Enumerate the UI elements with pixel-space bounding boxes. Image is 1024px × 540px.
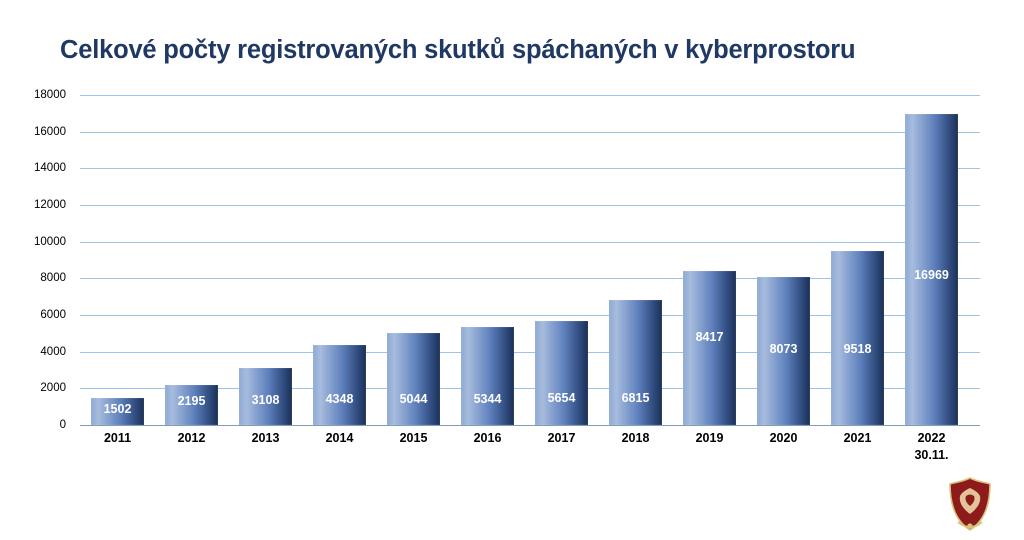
- x-tick-label: [757, 430, 810, 447]
- x-axis-line: [80, 425, 980, 426]
- bar-slot: [461, 95, 514, 425]
- bar-slot: [387, 95, 440, 425]
- bar-value-label: 5344: [473, 392, 502, 406]
- bar-slot: [91, 95, 144, 425]
- bar-slot: [165, 95, 218, 425]
- bar-slot: [683, 95, 736, 425]
- bar[interactable]: [831, 251, 884, 426]
- x-tick-label-text: 2015: [399, 431, 428, 445]
- bar[interactable]: [683, 271, 736, 425]
- bar-slot: [609, 95, 662, 425]
- y-tick-label: 12000: [34, 199, 66, 211]
- x-tick-label-text: 2020: [769, 431, 798, 445]
- bar[interactable]: [313, 345, 366, 425]
- bar-value-label: 16969: [914, 267, 949, 282]
- x-tick-label: [165, 430, 218, 447]
- bar-value-label: 9518: [843, 341, 872, 356]
- x-tick-label: [831, 430, 884, 447]
- x-tick-label-text: 2013: [251, 431, 280, 445]
- bar-value-label: 4348: [325, 392, 354, 407]
- bar-value-label: 1502: [103, 401, 132, 416]
- bar[interactable]: [609, 300, 662, 425]
- y-axis-tick-labels: [0, 89, 74, 431]
- bar[interactable]: [535, 321, 588, 425]
- y-tick-label: 0: [59, 419, 66, 431]
- bar-slot: [313, 95, 366, 425]
- bar-value-label: 3108: [251, 393, 280, 407]
- x-tick-label: [609, 430, 662, 447]
- x-tick-label-text: 2022: [917, 431, 946, 445]
- chart-title: Celkové počty registrovaných skutků spáchaných v kyberprostoru: [60, 36, 856, 64]
- bar-series: [80, 95, 980, 425]
- bar-slot: [905, 95, 958, 425]
- x-tick-label-text: 2017: [547, 431, 576, 445]
- x-tick-label-text: 2016: [473, 431, 502, 445]
- y-tick-label: 8000: [40, 272, 66, 285]
- x-tick-sublabel: 30.11.: [914, 447, 949, 462]
- x-tick-label: [313, 430, 366, 447]
- bar-slot: [239, 95, 292, 425]
- bar-slot: [831, 95, 884, 425]
- x-tick-label-text: 2012: [177, 431, 206, 445]
- bar-value-label: 5044: [399, 391, 428, 406]
- x-tick-label: [905, 430, 958, 464]
- bar-value-label: 2195: [177, 393, 206, 408]
- bar[interactable]: [165, 385, 218, 425]
- x-tick-label: [461, 430, 514, 447]
- x-tick-label-text: 2019: [695, 431, 724, 445]
- y-tick-label: 16000: [34, 125, 66, 138]
- x-tick-label: [535, 430, 588, 447]
- y-tick-label: 10000: [34, 235, 66, 248]
- x-tick-label-text: 2021: [843, 431, 872, 445]
- bar-value-label: 8417: [695, 329, 724, 344]
- y-tick-label: 2000: [40, 382, 66, 395]
- bar[interactable]: [239, 368, 292, 425]
- bar[interactable]: [91, 398, 144, 426]
- y-tick-label: 6000: [40, 309, 66, 321]
- bar[interactable]: [387, 333, 440, 426]
- y-tick-label: 18000: [34, 89, 66, 101]
- bar[interactable]: [461, 327, 514, 425]
- x-tick-label-text: 2014: [325, 431, 354, 445]
- x-tick-label-text: 2011: [103, 431, 132, 445]
- bar[interactable]: [757, 277, 810, 425]
- bar[interactable]: [905, 114, 958, 425]
- y-tick-label: 4000: [40, 345, 66, 358]
- x-tick-label: [91, 430, 144, 447]
- bar-slot: [535, 95, 588, 425]
- bar-value-label: 6815: [621, 391, 650, 405]
- y-tick-label: 14000: [34, 162, 66, 175]
- police-emblem: [944, 476, 996, 532]
- x-tick-label-text: 2018: [621, 431, 650, 445]
- x-tick-label: [683, 430, 736, 447]
- bar-slot: [757, 95, 810, 425]
- x-tick-label: [239, 430, 292, 447]
- x-tick-label: [387, 430, 440, 447]
- x-axis-tick-labels: [80, 430, 980, 480]
- bar-value-label: 8073: [769, 342, 798, 356]
- bar-value-label: 5654: [547, 391, 576, 406]
